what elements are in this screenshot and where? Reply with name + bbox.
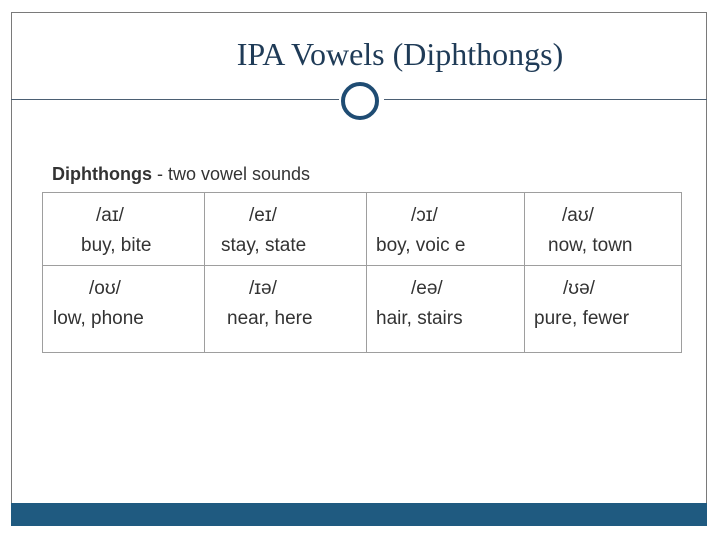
table-cell: [205, 193, 367, 266]
example-words: now, town: [548, 235, 633, 256]
example-words: buy, bite: [81, 235, 152, 256]
table-row: [43, 193, 682, 266]
table-cell: [205, 266, 367, 353]
ipa-symbol: /aʊ/: [562, 205, 594, 226]
ipa-symbol: /eə/: [411, 278, 443, 299]
diphthongs-table: [42, 192, 682, 353]
caption-bold: Diphthongs: [52, 164, 152, 184]
table-cell: [525, 266, 682, 353]
table-cell: [43, 193, 205, 266]
ipa-symbol: /ɪə/: [249, 278, 277, 299]
circle-ornament-icon: [341, 82, 379, 120]
table-cell: [367, 266, 525, 353]
figure-caption: [52, 164, 310, 185]
example-words: hair, stairs: [376, 308, 463, 329]
ipa-symbol: /eɪ/: [249, 205, 277, 226]
slide-title: IPA Vowels (Diphthongs): [236, 36, 564, 72]
footer-bar: [11, 503, 707, 526]
example-words: stay, state: [221, 235, 307, 256]
caption-rest: - two vowel sounds: [151, 164, 311, 184]
title-divider-right: [384, 99, 707, 100]
example-words: near, here: [227, 308, 313, 329]
table-cell: [367, 193, 525, 266]
ipa-symbol: /oʊ/: [89, 278, 121, 299]
table-row: [43, 266, 682, 353]
ipa-symbol: /ʊə/: [563, 278, 595, 299]
ipa-symbol: /ɔɪ/: [411, 205, 438, 226]
example-words: pure, fewer: [534, 308, 630, 329]
example-words: low, phone: [53, 308, 144, 329]
example-words: boy, voic e: [376, 235, 466, 256]
title-divider-left: [11, 99, 339, 100]
table-cell: [43, 266, 205, 353]
ipa-symbol: /aɪ/: [96, 205, 124, 226]
table-cell: [525, 193, 682, 266]
